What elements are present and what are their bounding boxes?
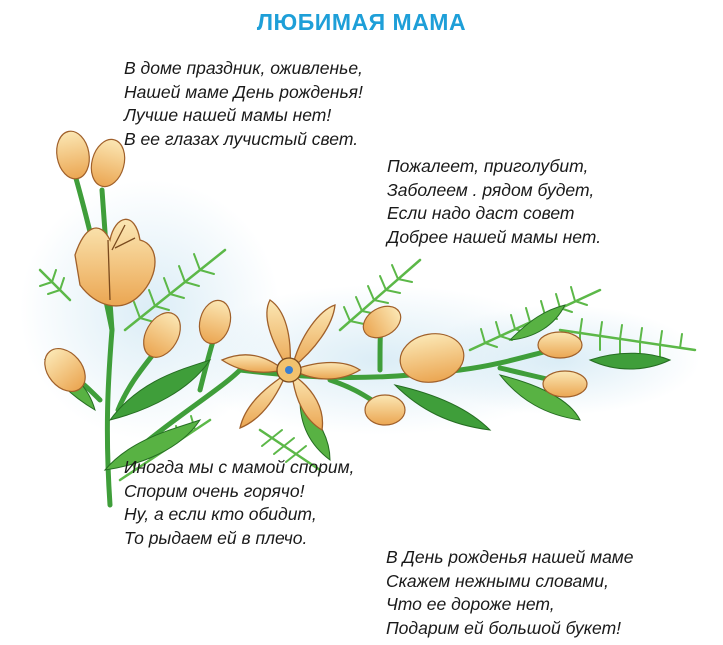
poem-title: ЛЮБИМАЯ МАМА: [256, 9, 467, 35]
stanza-4: [386, 546, 634, 640]
stanza-line: Заболеем . рядом будет,: [387, 179, 595, 200]
stanza-line: Нашей маме День рожденья!: [124, 81, 363, 102]
stanza-line: Если надо даст совет: [387, 203, 575, 223]
stanza-line: Спорим очень горячо!: [124, 480, 305, 501]
stanza-3: [124, 456, 354, 550]
stanza-line: Иногда мы с мамой спорим,: [124, 457, 355, 477]
stanza-line: Скажем нежными словами,: [386, 570, 609, 591]
stanza-line: То рыдаем ей в плечо.: [124, 527, 308, 548]
stanza-2: [387, 155, 601, 249]
stanza-line: В День рожденья нашей маме: [386, 547, 634, 567]
stanza-line: Ну, а если кто обидит,: [124, 504, 317, 524]
stanza-line: Лучше нашей мамы нет!: [124, 105, 332, 125]
stanza-line: Добрее нашей мамы нет.: [387, 226, 602, 247]
stanza-1: [124, 57, 363, 151]
stanza-line: Пожалеет, приголубит,: [387, 156, 589, 176]
stanza-line: Что ее дороже нет,: [386, 594, 555, 614]
stanza-line: В ее глазах лучистый свет.: [124, 128, 359, 149]
stanza-line: В доме праздник, оживленье,: [124, 58, 363, 78]
stanza-line: Подарим ей большой букет!: [386, 617, 622, 638]
